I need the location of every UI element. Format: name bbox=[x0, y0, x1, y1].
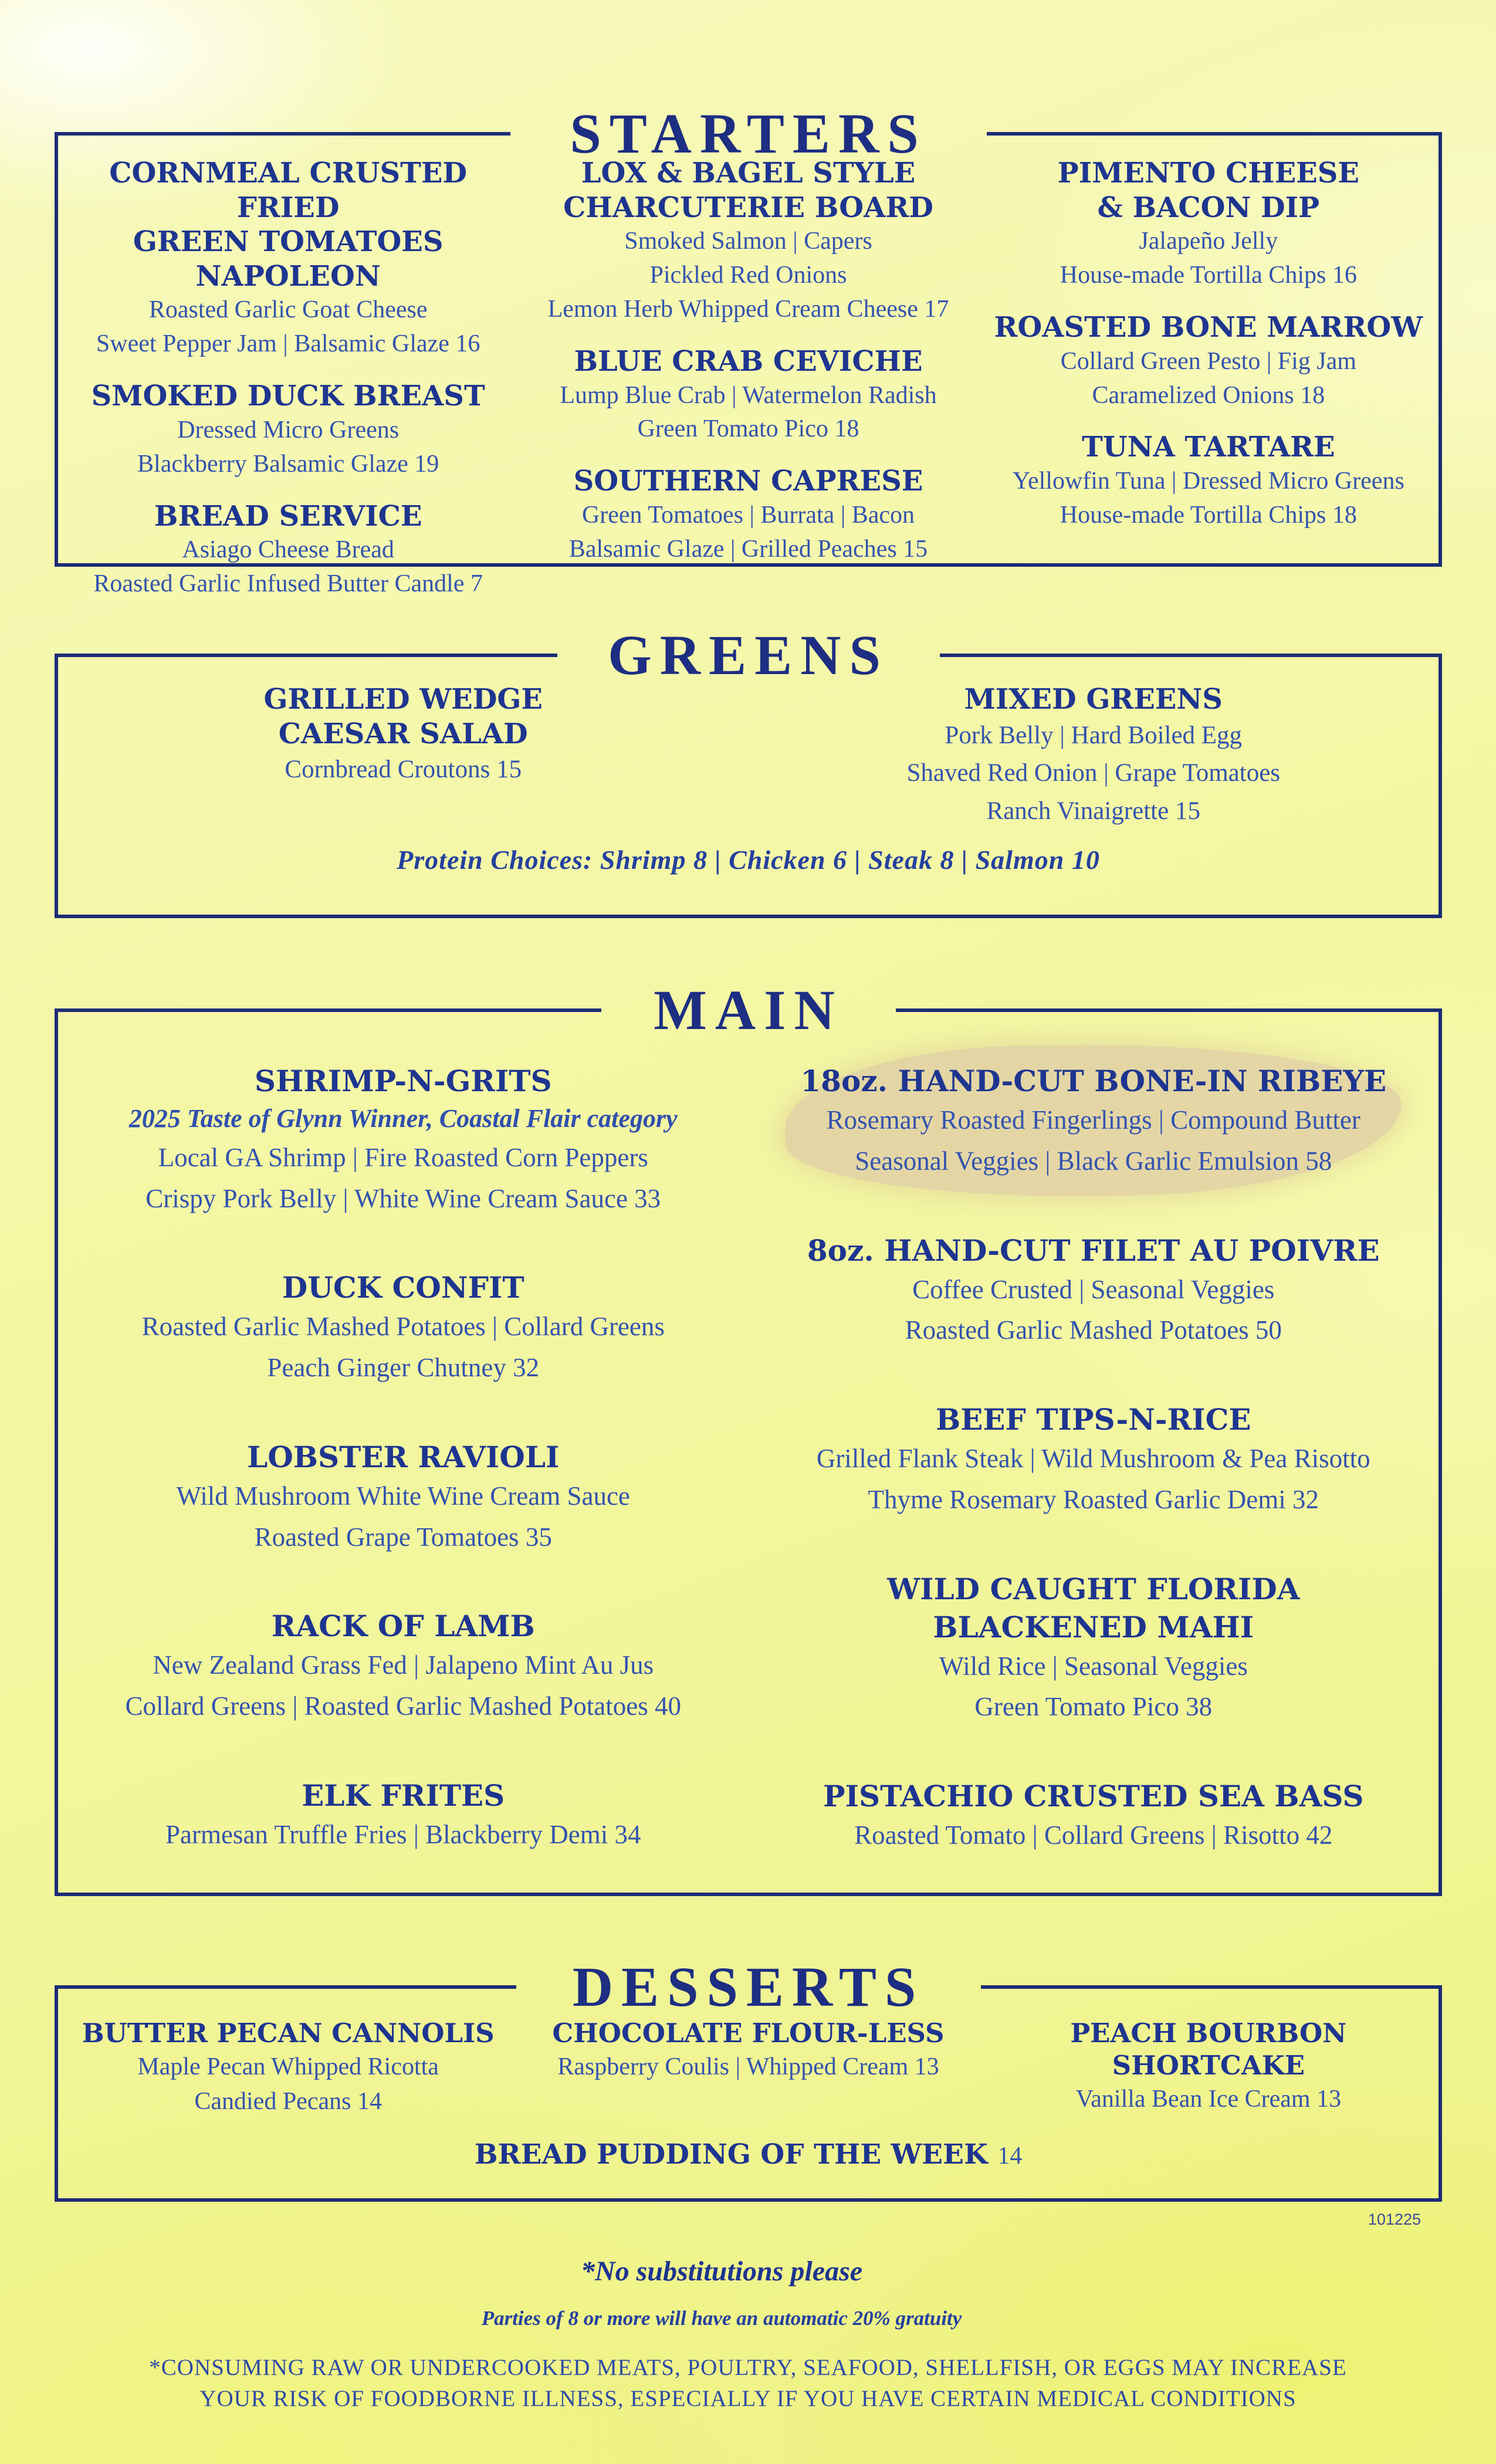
item-title: DUCK CONFIT bbox=[282, 1270, 524, 1305]
menu-item-lobster-ravioli bbox=[177, 1438, 630, 1558]
item-description: Rosemary Roasted Fingerlings | Compound Butter Seasonal Veggies | Black Garlic Emulsion 58 bbox=[826, 1105, 1360, 1176]
item-description: Green Tomatoes | Burrata | Bacon Balsamic Glaze | Grilled Peaches 15 bbox=[568, 501, 928, 563]
no-substitutions-note: *No substitutions please bbox=[580, 2256, 863, 2287]
title-rule-right bbox=[896, 1008, 1443, 1012]
item-title: LOBSTER RAVIOLI bbox=[247, 1439, 560, 1474]
item-description: Cornbread Croutons 15 bbox=[285, 756, 522, 784]
item-title: BLUE CRAB CEVICHE bbox=[574, 344, 923, 378]
item-description: Lump Blue Crab | Watermelon Radish Green Tomato Pico 18 bbox=[560, 381, 937, 443]
menu-item-rack-of-lamb bbox=[125, 1607, 681, 1727]
menu-item-beef-tips-n-rice bbox=[817, 1400, 1370, 1521]
item-description: Dressed Micro Greens Blackberry Balsamic Glaze 19 bbox=[137, 416, 439, 478]
item-title: TUNA TARTARE bbox=[1082, 431, 1335, 464]
item-title: BEEF TIPS-N-RICE bbox=[935, 1402, 1251, 1437]
main-column-right bbox=[749, 1062, 1439, 1905]
starters-column-right bbox=[979, 156, 1439, 619]
menu-item-southern-caprese bbox=[569, 464, 928, 566]
menu-item-pistachio-sea-bass bbox=[823, 1777, 1363, 1856]
item-description: Coffee Crusted | Seasonal Veggies Roasted Garlic Mashed Potatoes 50 bbox=[905, 1274, 1282, 1345]
item-description: Asiago Cheese Bread Roasted Garlic Infused Butter Candle 7 bbox=[93, 536, 483, 598]
menu-item-bread-service bbox=[93, 499, 483, 601]
menu-item-smoked-duck-breast bbox=[92, 379, 485, 481]
menu-item-mixed-greens bbox=[906, 682, 1280, 830]
title-rule-right bbox=[987, 132, 1443, 136]
item-description: Roasted Garlic Mashed Potatoes | Collard Greens Peach Ginger Chutney 32 bbox=[141, 1312, 665, 1383]
title-rule-right bbox=[981, 1985, 1443, 1989]
item-title: SOUTHERN CAPRESE bbox=[573, 465, 923, 498]
item-title: CHOCOLATE FLOUR-LESS bbox=[552, 2018, 945, 2049]
item-price: 14 bbox=[997, 2143, 1023, 2170]
item-title: SMOKED DUCK BREAST bbox=[91, 380, 485, 413]
item-title: PIMENTO CHEESE & BACON DIP bbox=[1057, 157, 1359, 224]
greens-section-box bbox=[55, 624, 1442, 918]
item-description: Maple Pecan Whipped Ricotta Candied Pecans 14 bbox=[137, 2053, 439, 2115]
item-title: 8oz. HAND-CUT FILET AU POIVRE bbox=[807, 1233, 1380, 1268]
item-description: Pork Belly | Hard Boiled Egg Shaved Red Onion | Grape Tomatoes Ranch Vinaigrette 15 bbox=[906, 721, 1281, 825]
item-description: Smoked Salmon | Capers Pickled Red Onions Lemon Herb Whipped Cream Cheese 17 bbox=[547, 228, 949, 323]
item-description: Wild Mushroom White Wine Cream Sauce Roasted Grape Tomatoes 35 bbox=[176, 1481, 630, 1552]
main-column-left bbox=[58, 1062, 749, 1905]
item-title: BREAD PUDDING OF THE WEEK bbox=[474, 2138, 988, 2171]
item-description: Raspberry Coulis | Whipped Cream 13 bbox=[557, 2053, 939, 2080]
item-description: Yellowfin Tuna | Dressed Micro Greens House-made Tortilla Chips 18 bbox=[1012, 468, 1404, 529]
menu-item-lox-bagel-charcuterie-board bbox=[548, 156, 949, 327]
item-title: MIXED GREENS bbox=[964, 683, 1223, 716]
item-description: Wild Rice | Seasonal Veggies Green Tomato Pico 38 bbox=[939, 1651, 1248, 1722]
item-title: CORNMEAL CRUSTED FRIED GREEN TOMATOES NAPOLEON bbox=[109, 157, 468, 293]
item-description: Collard Green Pesto | Fig Jam Caramelized Onions 18 bbox=[1060, 347, 1356, 409]
item-title: LOX & BAGEL STYLE CHARCUTERIE BOARD bbox=[563, 157, 933, 224]
title-rule-left bbox=[55, 1985, 516, 1989]
item-title: ELK FRITES bbox=[302, 1778, 505, 1813]
item-description: New Zealand Grass Fed | Jalapeno Mint Au Jus Collard Greens | Roasted Garlic Mashed Potatoes 40 bbox=[125, 1650, 682, 1721]
menu-item-8oz-filet-au-poivre bbox=[807, 1231, 1380, 1352]
greens-column-right bbox=[749, 682, 1439, 830]
menu-item-butter-pecan-cannolis bbox=[82, 2018, 495, 2118]
desserts-section-box bbox=[55, 1955, 1442, 2202]
desserts-column-middle bbox=[518, 2018, 978, 2118]
item-description: Jalapeño Jelly House-made Tortilla Chips 16 bbox=[1060, 228, 1357, 289]
menu-date-stamp: 101225 bbox=[1368, 2211, 1421, 2228]
item-title: BREAD SERVICE bbox=[154, 499, 422, 533]
section-title-greens: GREENS bbox=[608, 624, 889, 686]
title-rule-left bbox=[55, 1008, 601, 1012]
desserts-column-right bbox=[979, 2018, 1439, 2118]
menu-item-bread-pudding-of-the-week bbox=[58, 2138, 1439, 2171]
title-rule-left bbox=[55, 132, 510, 136]
starters-column-middle bbox=[518, 156, 978, 619]
item-description: Roasted Tomato | Collard Greens | Risotto 42 bbox=[854, 1820, 1333, 1850]
menu-item-chocolate-flourless bbox=[552, 2018, 944, 2084]
menu-item-shrimp-n-grits bbox=[129, 1062, 678, 1219]
gratuity-note: Parties of 8 or more will have an automatic 20% gratuity bbox=[481, 2307, 962, 2330]
protein-choices-line: Protein Choices: Shrimp 8 | Chicken 6 | Steak 8 | Salmon 10 bbox=[397, 845, 1100, 875]
main-section-box bbox=[55, 979, 1442, 1896]
item-title: PEACH BOURBON SHORTCAKE bbox=[1070, 2018, 1347, 2081]
menu-item-elk-frites bbox=[165, 1776, 641, 1856]
item-description: Grilled Flank Steak | Wild Mushroom & Pea Risotto Thyme Rosemary Roasted Garlic Demi 32 bbox=[816, 1444, 1370, 1514]
title-rule-left bbox=[55, 654, 557, 657]
menu-item-grilled-wedge-caesar-salad bbox=[264, 682, 543, 789]
section-title-starters: STARTERS bbox=[570, 102, 927, 165]
menu-item-tuna-tartare bbox=[1013, 430, 1404, 532]
greens-column-left bbox=[58, 682, 749, 830]
desserts-column-left bbox=[58, 2018, 518, 2118]
menu-item-blackened-mahi bbox=[887, 1570, 1300, 1728]
section-title-main: MAIN bbox=[654, 979, 843, 1041]
menu-item-pimento-cheese-bacon-dip bbox=[1058, 156, 1359, 293]
item-title: GRILLED WEDGE CAESAR SALAD bbox=[263, 683, 543, 750]
menu-item-cornmeal-green-tomatoes-napoleon bbox=[67, 156, 509, 361]
menu-item-blue-crab-ceviche bbox=[560, 344, 936, 446]
item-title: SHRIMP-N-GRITS bbox=[254, 1064, 552, 1098]
menu-item-peach-bourbon-shortcake bbox=[988, 2018, 1429, 2117]
consumer-advisory: *CONSUMING RAW OR UNDERCOOKED MEATS, POULTRY, SEAFOOD, SHELLFISH, OR EGGS MAY INCREASE YOUR RISK OF FOODBORNE ILLNESS, ESPECIALLY IF YOU HAVE CERTAIN MEDICAL CONDITIONS bbox=[149, 2355, 1347, 2411]
item-description: Local GA Shrimp | Fire Roasted Corn Peppers Crispy Pork Belly | White Wine Cream Sauce 33 bbox=[145, 1142, 661, 1213]
menu-item-roasted-bone-marrow bbox=[994, 310, 1423, 412]
menu-item-18oz-bone-in-ribeye bbox=[800, 1062, 1386, 1182]
item-description: Parmesan Truffle Fries | Blackberry Demi 34 bbox=[165, 1819, 641, 1849]
item-title: ROASTED BONE MARROW bbox=[994, 311, 1423, 344]
item-award-note: 2025 Taste of Glynn Winner, Coastal Flair category bbox=[128, 1104, 678, 1133]
item-title: 18oz. HAND-CUT BONE-IN RIBEYE bbox=[800, 1064, 1387, 1098]
item-description: Roasted Garlic Goat Cheese Sweet Pepper Jam | Balsamic Glaze 16 bbox=[96, 296, 480, 358]
item-title: PISTACHIO CRUSTED SEA BASS bbox=[823, 1779, 1364, 1813]
item-description: Vanilla Bean Ice Cream 13 bbox=[1075, 2085, 1342, 2113]
item-title: WILD CAUGHT FLORIDA BLACKENED MAHI bbox=[886, 1571, 1300, 1644]
starters-column-left bbox=[58, 156, 518, 619]
starters-section-box bbox=[55, 102, 1442, 598]
menu-item-duck-confit bbox=[142, 1268, 665, 1389]
item-title: BUTTER PECAN CANNOLIS bbox=[82, 2018, 495, 2049]
title-rule-right bbox=[940, 654, 1443, 657]
item-title: RACK OF LAMB bbox=[271, 1609, 535, 1644]
section-title-desserts: DESSERTS bbox=[572, 1955, 925, 2018]
